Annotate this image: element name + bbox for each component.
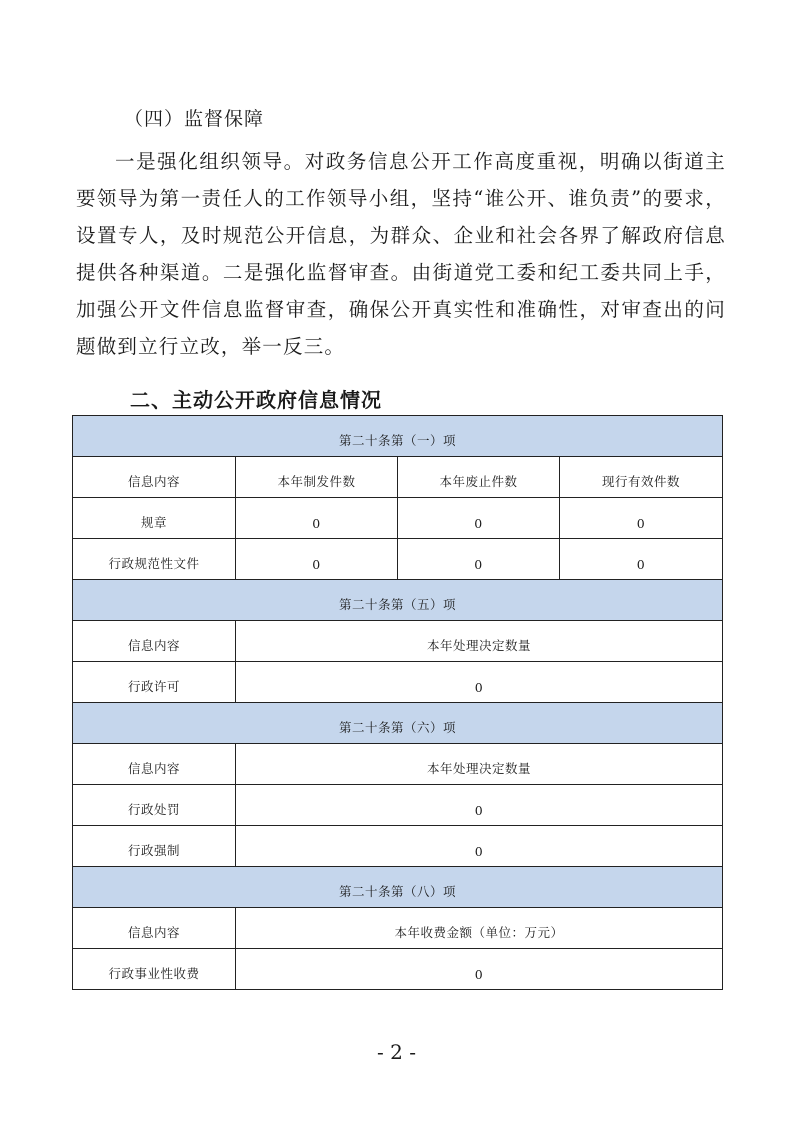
table-cell: 0 — [560, 539, 723, 580]
section-header-row — [73, 580, 723, 621]
page-number: - 2 - — [377, 1040, 416, 1064]
row-label: 行政强制 — [73, 826, 236, 867]
column-header-row — [73, 621, 723, 662]
column-header: 信息内容 — [73, 621, 236, 662]
table-cell: 0 — [236, 539, 398, 580]
column-header: 本年处理决定数量 — [236, 621, 723, 662]
info-table — [72, 415, 723, 990]
column-header: 现行有效件数 — [560, 457, 723, 498]
table-cell: 0 — [560, 498, 723, 539]
column-header-row — [73, 744, 723, 785]
column-header: 本年废止件数 — [398, 457, 560, 498]
section-title: 二、主动公开政府信息情况 — [130, 388, 382, 412]
section-header-row — [73, 416, 723, 457]
section-header: 第二十条第（八）项 — [73, 867, 723, 908]
section-header: 第二十条第（六）项 — [73, 703, 723, 744]
section-header: 第二十条第（五）项 — [73, 580, 723, 621]
table-cell: 0 — [398, 539, 560, 580]
table-row — [73, 498, 723, 539]
table-row — [73, 826, 723, 867]
column-header: 信息内容 — [73, 908, 236, 949]
table-row — [73, 662, 723, 703]
table-row — [73, 949, 723, 990]
table-row — [73, 785, 723, 826]
row-label: 行政事业性收费 — [73, 949, 236, 990]
row-label: 行政规范性文件 — [73, 539, 236, 580]
subheading: （四）监督保障 — [124, 108, 265, 130]
row-label: 行政处罚 — [73, 785, 236, 826]
section-header-row — [73, 867, 723, 908]
row-label: 规章 — [73, 498, 236, 539]
table-cell: 0 — [236, 785, 723, 826]
table-cell: 0 — [236, 498, 398, 539]
column-header: 本年处理决定数量 — [236, 744, 723, 785]
table-cell: 0 — [236, 662, 723, 703]
paragraph-text: 一是强化组织领导。对政务信息公开工作高度重视，明确以街道主要领导为第一责任人的工作领导小组，坚持“谁公开、谁负责”的要求，设置专人，及时规范公开信息，为群众、企业和社会各界了解政府信息提供各种渠道。二是强化监督审查。由街道党工委和纪工委共同上手，加强公开文件信息监督审查，确保公开真实性和准确性，对审查出的问题做到立行立改，举一反三。 — [76, 150, 726, 358]
column-header-row — [73, 908, 723, 949]
section-header-row — [73, 703, 723, 744]
section-header: 第二十条第（一）项 — [73, 416, 723, 457]
column-header: 信息内容 — [73, 744, 236, 785]
column-header: 本年制发件数 — [236, 457, 398, 498]
table-cell: 0 — [236, 949, 723, 990]
table-row — [73, 539, 723, 580]
column-header: 信息内容 — [73, 457, 236, 498]
row-label: 行政许可 — [73, 662, 236, 703]
column-header: 本年收费金额（单位：万元） — [236, 908, 723, 949]
table-cell: 0 — [398, 498, 560, 539]
body-paragraph — [76, 143, 726, 365]
table-cell: 0 — [236, 826, 723, 867]
column-header-row — [73, 457, 723, 498]
